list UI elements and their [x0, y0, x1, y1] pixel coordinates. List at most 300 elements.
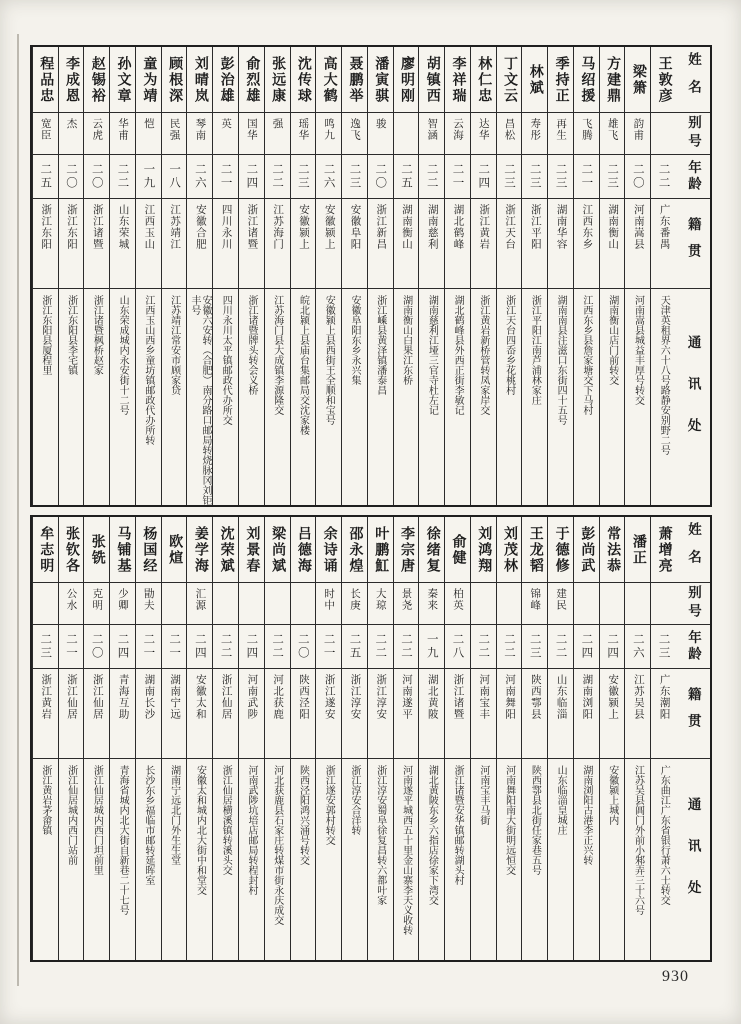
- person-address: 安徽阜阳东乡永兴集: [349, 295, 361, 385]
- person-alias: 英: [213, 113, 238, 155]
- person-address: 陕西鄠县北街任家巷五号: [529, 765, 541, 875]
- person-age: 二六: [316, 155, 341, 199]
- person-origin: 湖南慈利: [419, 199, 444, 289]
- person-address: 山东荣成城内永安街十二号: [117, 295, 129, 415]
- person-alias: 雄飞: [600, 113, 625, 155]
- person-address: 湖南慈利江垭三官寺杜左记: [426, 295, 438, 415]
- person-age: 二四: [239, 625, 264, 669]
- person-age: 二三: [548, 155, 573, 199]
- person-name: 彭治雄: [213, 47, 238, 113]
- person-address: 浙江东阳县厦程里: [39, 295, 51, 375]
- person-column: [624, 47, 650, 505]
- person-address: 浙江平阳江南芦浦林家庄: [529, 295, 541, 405]
- person-origin: 浙江黄岩: [33, 669, 58, 759]
- header-age: 年龄: [676, 625, 710, 669]
- header-name: 姓名: [676, 47, 710, 113]
- person-name: 欧煊: [162, 517, 187, 583]
- person-origin: 浙江黄岩: [471, 199, 496, 289]
- person-alias: [291, 583, 316, 625]
- person-address: 湖南宁远北门外生生堂: [168, 765, 180, 865]
- person-age: 二二: [651, 155, 676, 199]
- person-alias: [265, 583, 290, 625]
- person-column: [83, 47, 109, 505]
- person-age: 二二: [110, 155, 135, 199]
- person-origin: 陕西鄠县: [522, 669, 547, 759]
- person-age: 二二: [419, 155, 444, 199]
- person-name: 吕德海: [291, 517, 316, 583]
- person-age: 二一: [162, 625, 187, 669]
- person-address: 浙江仙居横溪镇转溪头交: [220, 765, 232, 875]
- person-name: 邵永煌: [342, 517, 367, 583]
- person-alias: 时中: [316, 583, 341, 625]
- person-column: [212, 517, 238, 960]
- person-alias: 建民: [548, 583, 573, 625]
- person-alias: 强: [265, 113, 290, 155]
- person-origin: 湖南衡山: [394, 199, 419, 289]
- person-age: 二一: [574, 155, 599, 199]
- person-name: 马绍援: [574, 47, 599, 113]
- person-address: 湖北黄陂东乡六指店徐家下湾交: [426, 765, 438, 905]
- person-alias: 飞腾: [574, 113, 599, 155]
- person-alias: 逸飞: [342, 113, 367, 155]
- person-name: 王龙韬: [522, 517, 547, 583]
- person-column: [393, 517, 419, 960]
- person-address: 陕西泾阳鸿兴涌号转交: [297, 765, 309, 865]
- person-age: 二四: [471, 155, 496, 199]
- person-origin: 江西玉山: [136, 199, 161, 289]
- person-address: 山东临淄皇城庄: [555, 765, 567, 835]
- person-alias: [471, 583, 496, 625]
- header-column-bottom: [676, 517, 710, 960]
- person-address: 浙江诸暨安华镇邮转湖头村: [452, 765, 464, 885]
- person-name: 张远康: [265, 47, 290, 113]
- person-age: 二〇: [84, 625, 109, 669]
- person-name: 聂鹏举: [342, 47, 367, 113]
- person-name: 刘晴岚: [187, 47, 212, 113]
- person-name: 林仁忠: [471, 47, 496, 113]
- person-address: 广东曲江广东省银行萧六士转交: [658, 765, 670, 905]
- person-address: 皖北颍上县庙台集邮局交沈家楼: [297, 295, 309, 435]
- person-origin: 河南遂平: [394, 669, 419, 759]
- person-column: [624, 517, 650, 960]
- person-origin: 浙江仙居: [59, 669, 84, 759]
- person-age: 二四: [187, 625, 212, 669]
- person-alias: [497, 583, 522, 625]
- person-age: 二一: [136, 625, 161, 669]
- person-alias: 公水: [59, 583, 84, 625]
- page-number: 930: [662, 968, 689, 985]
- person-address: 浙江天台四岙乡花桃村: [503, 295, 515, 395]
- person-column: [161, 517, 187, 960]
- person-age: 二三: [522, 625, 547, 669]
- person-alias: 华甫: [110, 113, 135, 155]
- person-age: 二四: [574, 625, 599, 669]
- person-column: [238, 47, 264, 505]
- header-alias: 别号: [676, 583, 710, 625]
- person-origin: 浙江诸暨: [239, 199, 264, 289]
- person-name: 姜学海: [187, 517, 212, 583]
- person-alias: [162, 583, 187, 625]
- person-name: 刘景春: [239, 517, 264, 583]
- person-name: 方建鼎: [600, 47, 625, 113]
- person-address: 四川永川太平镇邮政代办所交: [220, 295, 232, 425]
- person-origin: 河南宝丰: [471, 669, 496, 759]
- person-age: 二三: [342, 155, 367, 199]
- person-name: 余诗诵: [316, 517, 341, 583]
- person-column: [599, 47, 625, 505]
- person-column: [599, 517, 625, 960]
- person-column: [290, 517, 316, 960]
- person-address: 浙江诸暨牌头转会义桥: [245, 295, 257, 395]
- person-name: 刘鸿翔: [471, 517, 496, 583]
- header-age: 年龄: [676, 155, 710, 199]
- person-column: [341, 517, 367, 960]
- person-origin: 浙江平阳: [522, 199, 547, 289]
- person-column: [161, 47, 187, 505]
- person-column: [264, 517, 290, 960]
- person-age: 二〇: [291, 625, 316, 669]
- person-alias: [239, 583, 264, 625]
- person-column: [521, 517, 547, 960]
- person-name: 孙文章: [110, 47, 135, 113]
- person-alias: 锦峰: [522, 583, 547, 625]
- person-alias: 云虎: [84, 113, 109, 155]
- person-address: 浙江诸暨枫桥赵家: [91, 295, 103, 375]
- person-column: [418, 517, 444, 960]
- person-address: 江苏海门县大成镇李源隆交: [271, 295, 283, 415]
- person-address: 河南遂平城西五十里金山寨李天义收转: [400, 765, 412, 935]
- person-column: [444, 517, 470, 960]
- person-age: 二〇: [59, 155, 84, 199]
- person-origin: 河南舞阳: [497, 669, 522, 759]
- person-name: 俞烈雄: [239, 47, 264, 113]
- person-origin: 湖南华容: [548, 199, 573, 289]
- person-column: [573, 517, 599, 960]
- person-column: [315, 47, 341, 505]
- person-column: [496, 517, 522, 960]
- person-column: [135, 517, 161, 960]
- person-origin: 安徽颍上: [316, 199, 341, 289]
- person-origin: 安徽颍上: [600, 669, 625, 759]
- person-address: 河南宝丰马街: [477, 765, 489, 825]
- person-alias: 国华: [239, 113, 264, 155]
- directory-table-bottom: [30, 515, 712, 962]
- person-age: 二二: [497, 625, 522, 669]
- person-name: 丁文云: [497, 47, 522, 113]
- person-column: [109, 517, 135, 960]
- person-address: 湖南衡山店门前转交: [606, 295, 618, 385]
- person-name: 王敦彦: [651, 47, 676, 113]
- person-age: 二一: [213, 155, 238, 199]
- person-origin: 湖北鹤峰: [445, 199, 470, 289]
- person-age: 二二: [213, 625, 238, 669]
- person-origin: 山东临淄: [548, 669, 573, 759]
- person-name: 童为靖: [136, 47, 161, 113]
- person-address: 浙江仙居城内西门坦前里: [91, 765, 103, 875]
- person-age: 二二: [471, 625, 496, 669]
- header-address: 通讯处: [685, 334, 701, 460]
- person-column: [496, 47, 522, 505]
- person-age: 二四: [110, 625, 135, 669]
- person-age: 二六: [187, 155, 212, 199]
- person-column: [83, 517, 109, 960]
- person-age: 二〇: [84, 155, 109, 199]
- person-alias: [651, 583, 676, 625]
- person-alias: 民强: [162, 113, 187, 155]
- person-address: 浙江嵊县黄泽镇潘泰昌: [374, 295, 386, 395]
- person-address: 河北获鹿县石家庄转煤市街永庆成交: [271, 765, 283, 925]
- person-address: 河南舞阳南大街明远恒交: [503, 765, 515, 875]
- person-age: 二一: [59, 625, 84, 669]
- person-alias: 克明: [84, 583, 109, 625]
- person-name: 徐绪复: [419, 517, 444, 583]
- person-origin: 四川永川: [213, 199, 238, 289]
- person-age: 二一: [445, 155, 470, 199]
- header-column-top: [676, 47, 710, 505]
- person-age: 二二: [368, 625, 393, 669]
- person-column: [32, 47, 58, 505]
- person-origin: 浙江新昌: [368, 199, 393, 289]
- person-address: 湖南南县注滋口东街四十五号: [555, 295, 567, 425]
- person-alias: 琴南: [187, 113, 212, 155]
- person-column: [32, 517, 58, 960]
- person-alias: 再生: [548, 113, 573, 155]
- person-name: 叶鹏魟: [368, 517, 393, 583]
- directory-table-top: [30, 45, 712, 507]
- person-address: 湖南浏阳古港李正兴转: [580, 765, 592, 865]
- person-name: 林斌: [522, 47, 547, 113]
- person-column: [444, 47, 470, 505]
- header-origin: 籍贯: [676, 669, 710, 759]
- person-alias: 杰: [59, 113, 84, 155]
- person-age: 二八: [445, 625, 470, 669]
- person-name: 高大鹤: [316, 47, 341, 113]
- header-alias: 别号: [676, 113, 710, 155]
- person-name: 张钦各: [59, 517, 84, 583]
- person-address: 江西玉山西乡童坊镇邮政代办所转: [142, 295, 154, 445]
- person-alias: 少卿: [110, 583, 135, 625]
- person-alias: 大琼: [368, 583, 393, 625]
- person-origin: 广东番禺: [651, 199, 676, 289]
- person-origin: 河南嵩县: [625, 199, 650, 289]
- person-alias: 勖夫: [136, 583, 161, 625]
- person-origin: 安徽合肥: [187, 199, 212, 289]
- person-name: 廖明刚: [394, 47, 419, 113]
- header-origin: 籍贯: [676, 199, 710, 289]
- person-address: 河南嵩县城益丰厚号转交: [632, 295, 644, 405]
- person-age: 二三: [600, 155, 625, 199]
- person-name: 马铺基: [110, 517, 135, 583]
- person-address: 江苏靖江常安市顾家贷: [168, 295, 180, 395]
- person-address: 江西东乡县詹家塘交下马村: [580, 295, 592, 415]
- person-name: 常法恭: [600, 517, 625, 583]
- person-origin: 浙江淳安: [342, 669, 367, 759]
- person-column: [367, 47, 393, 505]
- person-address: 浙江黄岩新桥管转凤家岸交: [477, 295, 489, 415]
- person-alias: [574, 583, 599, 625]
- person-alias: 云海: [445, 113, 470, 155]
- person-name: 沈传球: [291, 47, 316, 113]
- person-origin: 安徽太和: [187, 669, 212, 759]
- person-age: 二〇: [368, 155, 393, 199]
- person-age: 二五: [394, 155, 419, 199]
- person-column: [367, 517, 393, 960]
- person-column: [135, 47, 161, 505]
- person-origin: 江苏海门: [265, 199, 290, 289]
- person-column: [212, 47, 238, 505]
- person-column: [418, 47, 444, 505]
- person-column: [186, 517, 212, 960]
- person-address: 青海省城内北大街自新巷二十七号: [117, 765, 129, 915]
- person-origin: 广东潮阳: [651, 669, 676, 759]
- person-column: [393, 47, 419, 505]
- person-alias: 骏: [368, 113, 393, 155]
- person-address: 湖北鹤峰县外西正街李敏记: [452, 295, 464, 415]
- person-alias: 柏英: [445, 583, 470, 625]
- person-column: [547, 47, 573, 505]
- person-origin: 浙江天台: [497, 199, 522, 289]
- person-column: [470, 517, 496, 960]
- person-name: 张铣: [84, 517, 109, 583]
- person-alias: 景尧: [394, 583, 419, 625]
- person-alias: 昌松: [497, 113, 522, 155]
- person-origin: 浙江仙居: [84, 669, 109, 759]
- person-name: 彭尚武: [574, 517, 599, 583]
- person-origin: 湖南浏阳: [574, 669, 599, 759]
- person-column: [573, 47, 599, 505]
- person-column: [650, 47, 676, 505]
- person-name: 顾根深: [162, 47, 187, 113]
- person-origin: 安徽阜阳: [342, 199, 367, 289]
- person-origin: 江苏吴县: [625, 669, 650, 759]
- person-origin: 浙江仙居: [213, 669, 238, 759]
- person-age: 二三: [497, 155, 522, 199]
- person-address: 长沙东乡福临市邮转延晖室: [142, 765, 154, 885]
- person-name: 李祥瑞: [445, 47, 470, 113]
- person-origin: 山东荣城: [110, 199, 135, 289]
- person-address: 浙江仙居城内西门站前: [65, 765, 77, 865]
- person-age: 二二: [548, 625, 573, 669]
- person-origin: 浙江遂安: [316, 669, 341, 759]
- person-address: 安徽颍上城内: [606, 765, 618, 825]
- person-address: 安徽太和城内北大街中和堂交: [194, 765, 206, 895]
- person-age: 一九: [419, 625, 444, 669]
- person-column: [547, 517, 573, 960]
- person-address: 浙江遂安郭村转交: [323, 765, 335, 845]
- person-origin: 浙江诸暨: [445, 669, 470, 759]
- person-address: 天津英租界六十八号路静安别野二号: [658, 295, 670, 455]
- person-column: [341, 47, 367, 505]
- person-column: [58, 47, 84, 505]
- person-alias: [213, 583, 238, 625]
- person-origin: 浙江东阳: [33, 199, 58, 289]
- person-name: 萧增亮: [651, 517, 676, 583]
- person-address: 浙江淳安蜀阜徐复昌转六都叶家: [374, 765, 386, 905]
- person-name: 李成恩: [59, 47, 84, 113]
- person-name: 季持正: [548, 47, 573, 113]
- person-address: 河南武陟坑培店邮局转程封村: [245, 765, 257, 895]
- person-origin: 安徽颍上: [291, 199, 316, 289]
- person-origin: 河南武陟: [239, 669, 264, 759]
- person-name: 梁尚斌: [265, 517, 290, 583]
- person-age: 二二: [394, 625, 419, 669]
- person-name: 于德修: [548, 517, 573, 583]
- person-origin: 浙江东阳: [59, 199, 84, 289]
- person-name: 李宗唐: [394, 517, 419, 583]
- person-alias: 长庚: [342, 583, 367, 625]
- person-age: 二三: [291, 155, 316, 199]
- person-column: [315, 517, 341, 960]
- person-alias: 韵甫: [625, 113, 650, 155]
- person-address: 浙江淳安合洋转: [349, 765, 361, 835]
- person-alias: 智涵: [419, 113, 444, 155]
- person-origin: 江西东乡: [574, 199, 599, 289]
- header-name: 姓名: [676, 517, 710, 583]
- person-origin: 河北获鹿: [265, 669, 290, 759]
- person-address: 浙江黄岩茅畲镇: [39, 765, 51, 835]
- person-alias: 寿彤: [522, 113, 547, 155]
- person-age: 二五: [342, 625, 367, 669]
- person-origin: 青海互助: [110, 669, 135, 759]
- person-name: 沈荣斌: [213, 517, 238, 583]
- person-alias: [600, 583, 625, 625]
- person-origin: 江苏靖江: [162, 199, 187, 289]
- person-origin: 浙江淳安: [368, 669, 393, 759]
- person-alias: 恺: [136, 113, 161, 155]
- person-alias: [394, 113, 419, 155]
- person-name: 杨国经: [136, 517, 161, 583]
- person-origin: 浙江诸暨: [84, 199, 109, 289]
- person-age: 二〇: [625, 155, 650, 199]
- person-name: 赵锡裕: [84, 47, 109, 113]
- person-column: [650, 517, 676, 960]
- person-name: 牟志明: [33, 517, 58, 583]
- person-alias: 达华: [471, 113, 496, 155]
- person-name: 刘茂林: [497, 517, 522, 583]
- person-name: 胡镇西: [419, 47, 444, 113]
- person-column: [58, 517, 84, 960]
- person-age: 二三: [522, 155, 547, 199]
- person-address: 湖南衡山白果江东桥: [400, 295, 412, 385]
- person-alias: 宽臣: [33, 113, 58, 155]
- person-age: 一八: [162, 155, 187, 199]
- person-column: [290, 47, 316, 505]
- person-age: 二四: [600, 625, 625, 669]
- person-column: [470, 47, 496, 505]
- person-alias: 汇源: [187, 583, 212, 625]
- person-alias: [651, 113, 676, 155]
- person-address: 安徽六安转（合肥）南分路口邮局转烧脉冈刘钜丰号: [188, 295, 212, 505]
- person-name: 梁箫: [625, 47, 650, 113]
- person-age: 二二: [265, 155, 290, 199]
- person-origin: 湖南宁远: [162, 669, 187, 759]
- person-alias: 鸣九: [316, 113, 341, 155]
- person-address: 江苏吴县阊门外前小邾弄三十六号: [632, 765, 644, 915]
- person-age: 二三: [33, 625, 58, 669]
- person-age: 一九: [136, 155, 161, 199]
- person-column: [109, 47, 135, 505]
- person-address: 安徽颍上县西街王全顺和宝号: [323, 295, 335, 425]
- person-age: 二一: [316, 625, 341, 669]
- person-address: 浙江东阳县李宅镇: [65, 295, 77, 375]
- person-age: 二五: [33, 155, 58, 199]
- person-age: 二三: [651, 625, 676, 669]
- person-column: [264, 47, 290, 505]
- person-name: 俞健: [445, 517, 470, 583]
- person-name: 潘正: [625, 517, 650, 583]
- person-age: 二四: [239, 155, 264, 199]
- person-name: 潘寅骐: [368, 47, 393, 113]
